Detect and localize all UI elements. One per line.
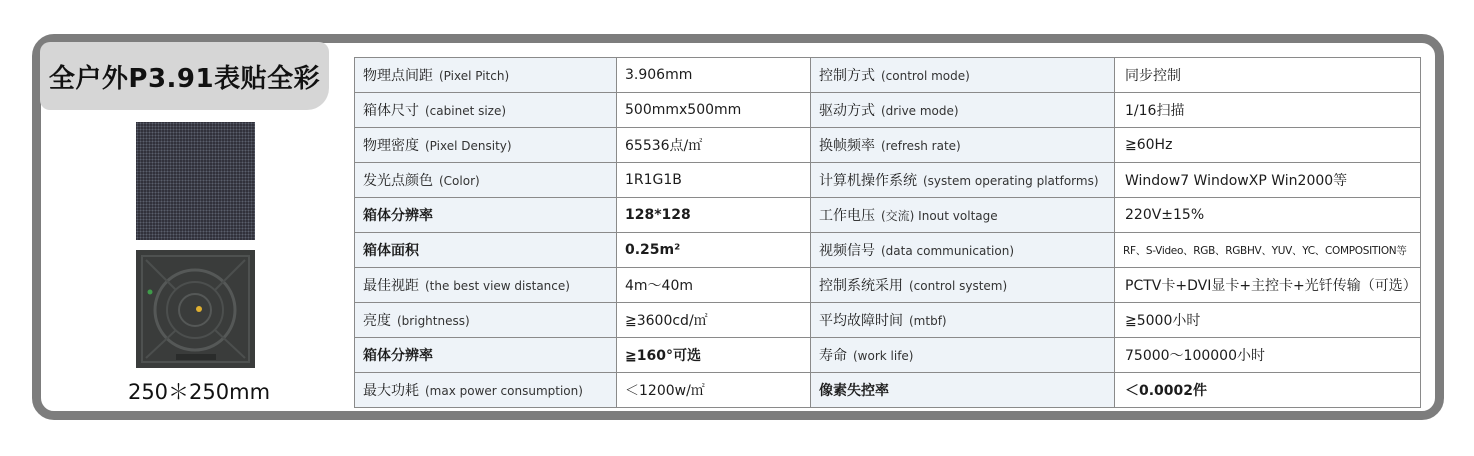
spec-label [811, 198, 1115, 233]
spec-label-cn: 换帧频率 [819, 138, 875, 154]
spec-label-en: (work life) [853, 349, 914, 363]
spec-label-cn: 工作电压 [819, 208, 875, 224]
spec-value: 1/16扫描 [1115, 93, 1421, 128]
spec-label [355, 93, 617, 128]
spec-value: ＜0.0002件 [1115, 373, 1421, 408]
spec-label-en: (the best view distance) [425, 279, 570, 293]
spec-label-en: (交流) Inout voltage [881, 209, 998, 223]
spec-label-en: (refresh rate) [881, 139, 961, 153]
spec-label-en: (system operating platforms) [923, 174, 1099, 188]
spec-label-cn: 物理密度 [363, 138, 419, 154]
product-title: 全户外P3.91表贴全彩 [40, 42, 329, 110]
spec-label [355, 163, 617, 198]
spec-label-cn: 视频信号 [819, 243, 875, 259]
spec-label [811, 303, 1115, 338]
spec-row [355, 58, 1421, 93]
spec-label-cn: 平均故障时间 [819, 313, 903, 329]
spec-label [811, 373, 1115, 408]
spec-row [355, 198, 1421, 233]
spec-label-cn: 亮度 [363, 313, 391, 329]
spec-label-cn: 计算机操作系统 [819, 173, 917, 189]
spec-label [355, 233, 617, 268]
spec-label [355, 338, 617, 373]
spec-label-en: (max power consumption) [425, 384, 583, 398]
spec-label [355, 198, 617, 233]
spec-label [811, 128, 1115, 163]
spec-label [811, 338, 1115, 373]
led-module-front-image [136, 122, 255, 240]
spec-value: Window7 WindowXP Win2000等 [1115, 163, 1421, 198]
spec-value: PCTV卡+DVI显卡+主控卡+光钎传输（可选） [1115, 268, 1421, 303]
spec-label-en: (Pixel Density) [425, 139, 512, 153]
spec-label [811, 163, 1115, 198]
spec-value: 4m～40m [617, 268, 811, 303]
spec-label-en: (Pixel Pitch) [439, 69, 510, 83]
spec-label [355, 268, 617, 303]
spec-value: ≧160°可选 [617, 338, 811, 373]
spec-value: ＜1200w/㎡ [617, 373, 811, 408]
spec-label-cn: 箱体面积 [363, 243, 419, 259]
spec-row [355, 373, 1421, 408]
spec-value: 同步控制 [1115, 58, 1421, 93]
spec-label-cn: 寿命 [819, 348, 847, 364]
spec-label-en: (mtbf) [909, 314, 947, 328]
spec-label [355, 303, 617, 338]
spec-value: 1R1G1B [617, 163, 811, 198]
spec-label-cn: 最佳视距 [363, 278, 419, 294]
spec-value: 75000～100000小时 [1115, 338, 1421, 373]
spec-label-cn: 箱体分辨率 [363, 348, 433, 364]
spec-label-cn: 最大功耗 [363, 383, 419, 399]
spec-label-cn: 驱动方式 [819, 103, 875, 119]
spec-row [355, 338, 1421, 373]
spec-label-cn: 箱体分辨率 [363, 208, 433, 224]
spec-label-cn: 箱体尺寸 [363, 103, 419, 119]
spec-value: RF、S-Video、RGB、RGBHV、YUV、YC、COMPOSITION等 [1115, 233, 1421, 268]
spec-label [355, 128, 617, 163]
spec-row [355, 128, 1421, 163]
cabinet-back-image [136, 250, 255, 368]
spec-label-cn: 发光点颜色 [363, 173, 433, 189]
spec-label [811, 93, 1115, 128]
spec-label-en: (cabinet size) [425, 104, 507, 118]
spec-label-en: (Color) [439, 174, 480, 188]
spec-value: 500mmx500mm [617, 93, 811, 128]
spec-row [355, 163, 1421, 198]
spec-label [811, 268, 1115, 303]
module-size-label: 250＊250mm [127, 380, 271, 404]
spec-value: 0.25m² [617, 233, 811, 268]
spec-label [811, 58, 1115, 93]
spec-label [355, 58, 617, 93]
spec-label [355, 373, 617, 408]
spec-value: 3.906mm [617, 58, 811, 93]
spec-value: 128*128 [617, 198, 811, 233]
spec-label-en: (control system) [909, 279, 1008, 293]
spec-label-en: (control mode) [881, 69, 970, 83]
spec-row [355, 303, 1421, 338]
spec-label-en: (drive mode) [881, 104, 959, 118]
spec-value: ≧5000小时 [1115, 303, 1421, 338]
spec-value: ≧3600cd/㎡ [617, 303, 811, 338]
spec-label [811, 233, 1115, 268]
spec-label-cn: 物理点间距 [363, 68, 433, 84]
spec-row [355, 93, 1421, 128]
spec-table [354, 57, 1421, 408]
spec-label-en: (brightness) [397, 314, 470, 328]
spec-label-en: (data communication) [881, 244, 1015, 258]
spec-label-cn: 控制方式 [819, 68, 875, 84]
spec-label-cn: 像素失控率 [819, 383, 889, 399]
spec-value: ≧60Hz [1115, 128, 1421, 163]
spec-row [355, 268, 1421, 303]
spec-value: 220V±15% [1115, 198, 1421, 233]
spec-value: 65536点/㎡ [617, 128, 811, 163]
spec-label-cn: 控制系统采用 [819, 278, 903, 294]
spec-row [355, 233, 1421, 268]
